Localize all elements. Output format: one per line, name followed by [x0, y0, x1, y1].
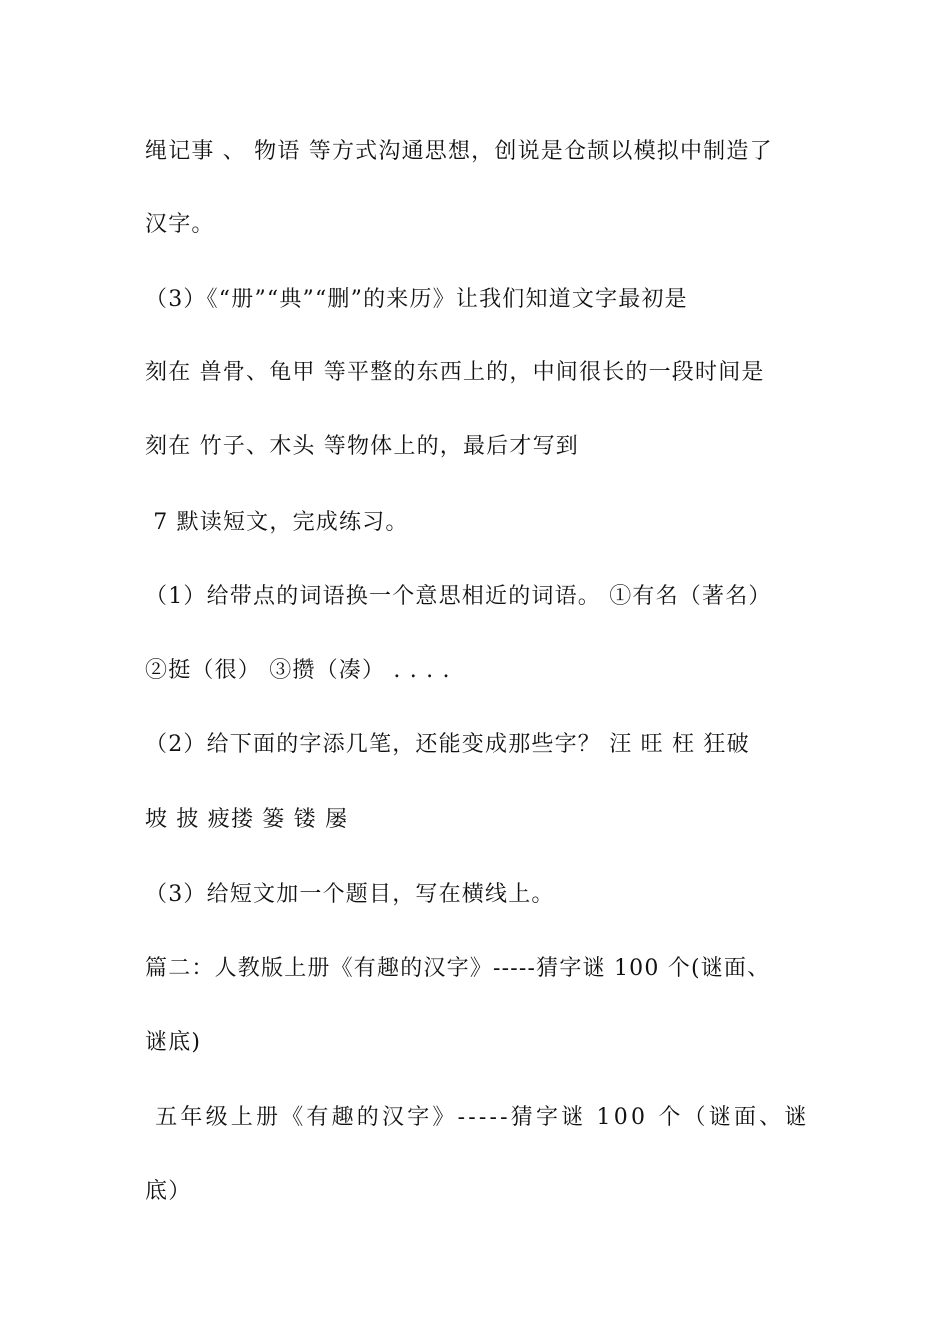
- text-line: ②挺（很） ③攒（凑） . . . .: [145, 658, 451, 683]
- text-line: 底）: [145, 1179, 192, 1204]
- text-line: 刻在 竹子、木头 等物体上的，最后才写到: [145, 434, 579, 459]
- text-line: 绳记事 、 物语 等方式沟通思想，创说是仓颉以模拟中制造了: [145, 139, 773, 164]
- text-line: （2）给下面的字添几笔，还能变成那些字？ 汪 旺 枉 狂破: [145, 732, 750, 757]
- section-heading: 谜底): [145, 1030, 202, 1055]
- text-line: 刻在 兽骨、龟甲 等平整的东西上的，中间很长的一段时间是: [145, 360, 765, 385]
- text-line: （3）给短文加一个题目，写在横线上。: [145, 882, 555, 907]
- text-line: 五年级上册《有趣的汉字》-----猜字谜 100 个（谜面、谜: [145, 1105, 810, 1130]
- text-line: （3）《“册”“典”“删”的来历》让我们知道文字最初是: [145, 287, 688, 312]
- text-line: 坡 披 疲搂 篓 镂 屡: [145, 807, 349, 832]
- section-heading: 篇二：人教版上册《有趣的汉字》-----猜字谜 100 个(谜面、: [145, 956, 771, 981]
- text-line: 7 默读短文，完成练习。: [145, 510, 409, 535]
- text-line: （1）给带点的词语换一个意思相近的词语。 ①有名（著名）: [145, 584, 772, 609]
- text-line: 汉字。: [145, 212, 215, 237]
